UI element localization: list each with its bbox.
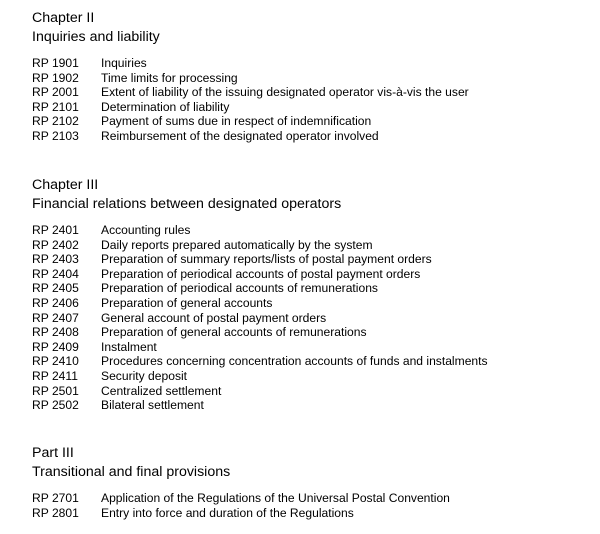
entry-title: Procedures concerning concentration accounts of funds and instalments xyxy=(101,354,488,369)
entry-title: Preparation of periodical accounts of postal payment orders xyxy=(101,266,421,281)
entry-code: RP 2102 xyxy=(32,114,79,129)
heading-line-1: Chapter III xyxy=(32,177,99,193)
entry-code: RP 2501 xyxy=(32,383,79,398)
entry-list xyxy=(32,223,488,413)
list-item xyxy=(32,296,488,311)
entry-code: RP 2410 xyxy=(32,354,79,369)
list-item xyxy=(32,311,488,326)
entry-code: RP 2406 xyxy=(32,295,79,310)
entry-code: RP 2401 xyxy=(32,223,79,237)
entry-title: Daily reports prepared automatically by the system xyxy=(101,237,373,252)
list-item xyxy=(32,85,592,100)
entry-title: Reimbursement of the designated operator involved xyxy=(101,128,379,143)
entry-title: Centralized settlement xyxy=(101,383,222,398)
entry-title: Time limits for processing xyxy=(101,70,238,85)
heading-line-2: Inquiries and liability xyxy=(32,29,160,45)
list-item xyxy=(32,491,450,506)
list-item xyxy=(32,506,450,521)
entry-title: Preparation of periodical accounts of remunerations xyxy=(101,281,378,296)
entry-title: Accounting rules xyxy=(101,223,191,237)
entry-code: RP 2404 xyxy=(32,266,79,281)
list-item xyxy=(32,238,488,253)
entry-code: RP 2407 xyxy=(32,310,79,325)
list-item xyxy=(32,114,592,129)
section-chapter-iii xyxy=(32,176,488,413)
list-item xyxy=(32,100,592,115)
entry-code: RP 2101 xyxy=(32,99,79,114)
entry-list xyxy=(32,491,450,520)
entry-title: Determination of liability xyxy=(101,99,230,114)
entry-code: RP 2001 xyxy=(32,85,79,100)
entry-title: General account of postal payment orders xyxy=(101,310,327,325)
entry-title: Preparation of general accounts xyxy=(101,295,273,310)
heading-line-1: Part III xyxy=(32,445,74,461)
heading-line-2: Transitional and final provisions xyxy=(32,464,231,480)
entry-code: RP 2502 xyxy=(32,398,79,413)
entry-title: Preparation of general accounts of remunerations xyxy=(101,325,367,340)
entry-code: RP 2801 xyxy=(32,505,79,520)
list-item xyxy=(32,267,488,282)
list-item xyxy=(32,354,488,369)
entry-title: Preparation of summary reports/lists of postal payment orders xyxy=(101,252,432,267)
entry-code: RP 1901 xyxy=(32,56,79,70)
list-item xyxy=(32,325,488,340)
list-item xyxy=(32,71,592,86)
entry-title: Security deposit xyxy=(101,368,188,383)
list-item xyxy=(32,252,488,267)
document-page xyxy=(32,9,592,520)
list-item xyxy=(32,281,488,296)
list-item xyxy=(32,223,488,238)
section-heading xyxy=(32,176,488,214)
entry-code: RP 2701 xyxy=(32,491,79,505)
entry-code: RP 2103 xyxy=(32,128,79,143)
section-chapter-ii xyxy=(32,9,592,144)
list-item xyxy=(32,369,488,384)
section-heading xyxy=(32,444,450,482)
entry-title: Bilateral settlement xyxy=(101,398,204,413)
list-item xyxy=(32,56,592,71)
entry-code: RP 1902 xyxy=(32,70,79,85)
entry-code: RP 2405 xyxy=(32,281,79,296)
list-item xyxy=(32,398,488,413)
entry-title: Payment of sums due in respect of indemnification xyxy=(101,114,372,129)
section-heading xyxy=(32,9,592,47)
entry-title: Instalment xyxy=(101,339,157,354)
entry-title: Application of the Regulations of the Universal Postal Convention xyxy=(101,491,450,505)
list-item xyxy=(32,129,592,144)
entry-title: Extent of liability of the issuing designated operator vis-à-vis the user xyxy=(101,85,469,100)
entry-code: RP 2408 xyxy=(32,325,79,340)
entry-code: RP 2402 xyxy=(32,237,79,252)
entry-title: Inquiries xyxy=(101,56,147,70)
section-part-iii xyxy=(32,444,450,520)
heading-line-1: Chapter II xyxy=(32,10,95,26)
list-item xyxy=(32,384,488,399)
entry-code: RP 2409 xyxy=(32,339,79,354)
entry-code: RP 2403 xyxy=(32,252,79,267)
entry-title: Entry into force and duration of the Regulations xyxy=(101,505,354,520)
entry-list xyxy=(32,56,592,144)
heading-line-2: Financial relations between designated operators xyxy=(32,196,342,212)
entry-code: RP 2411 xyxy=(32,368,78,383)
list-item xyxy=(32,340,488,355)
